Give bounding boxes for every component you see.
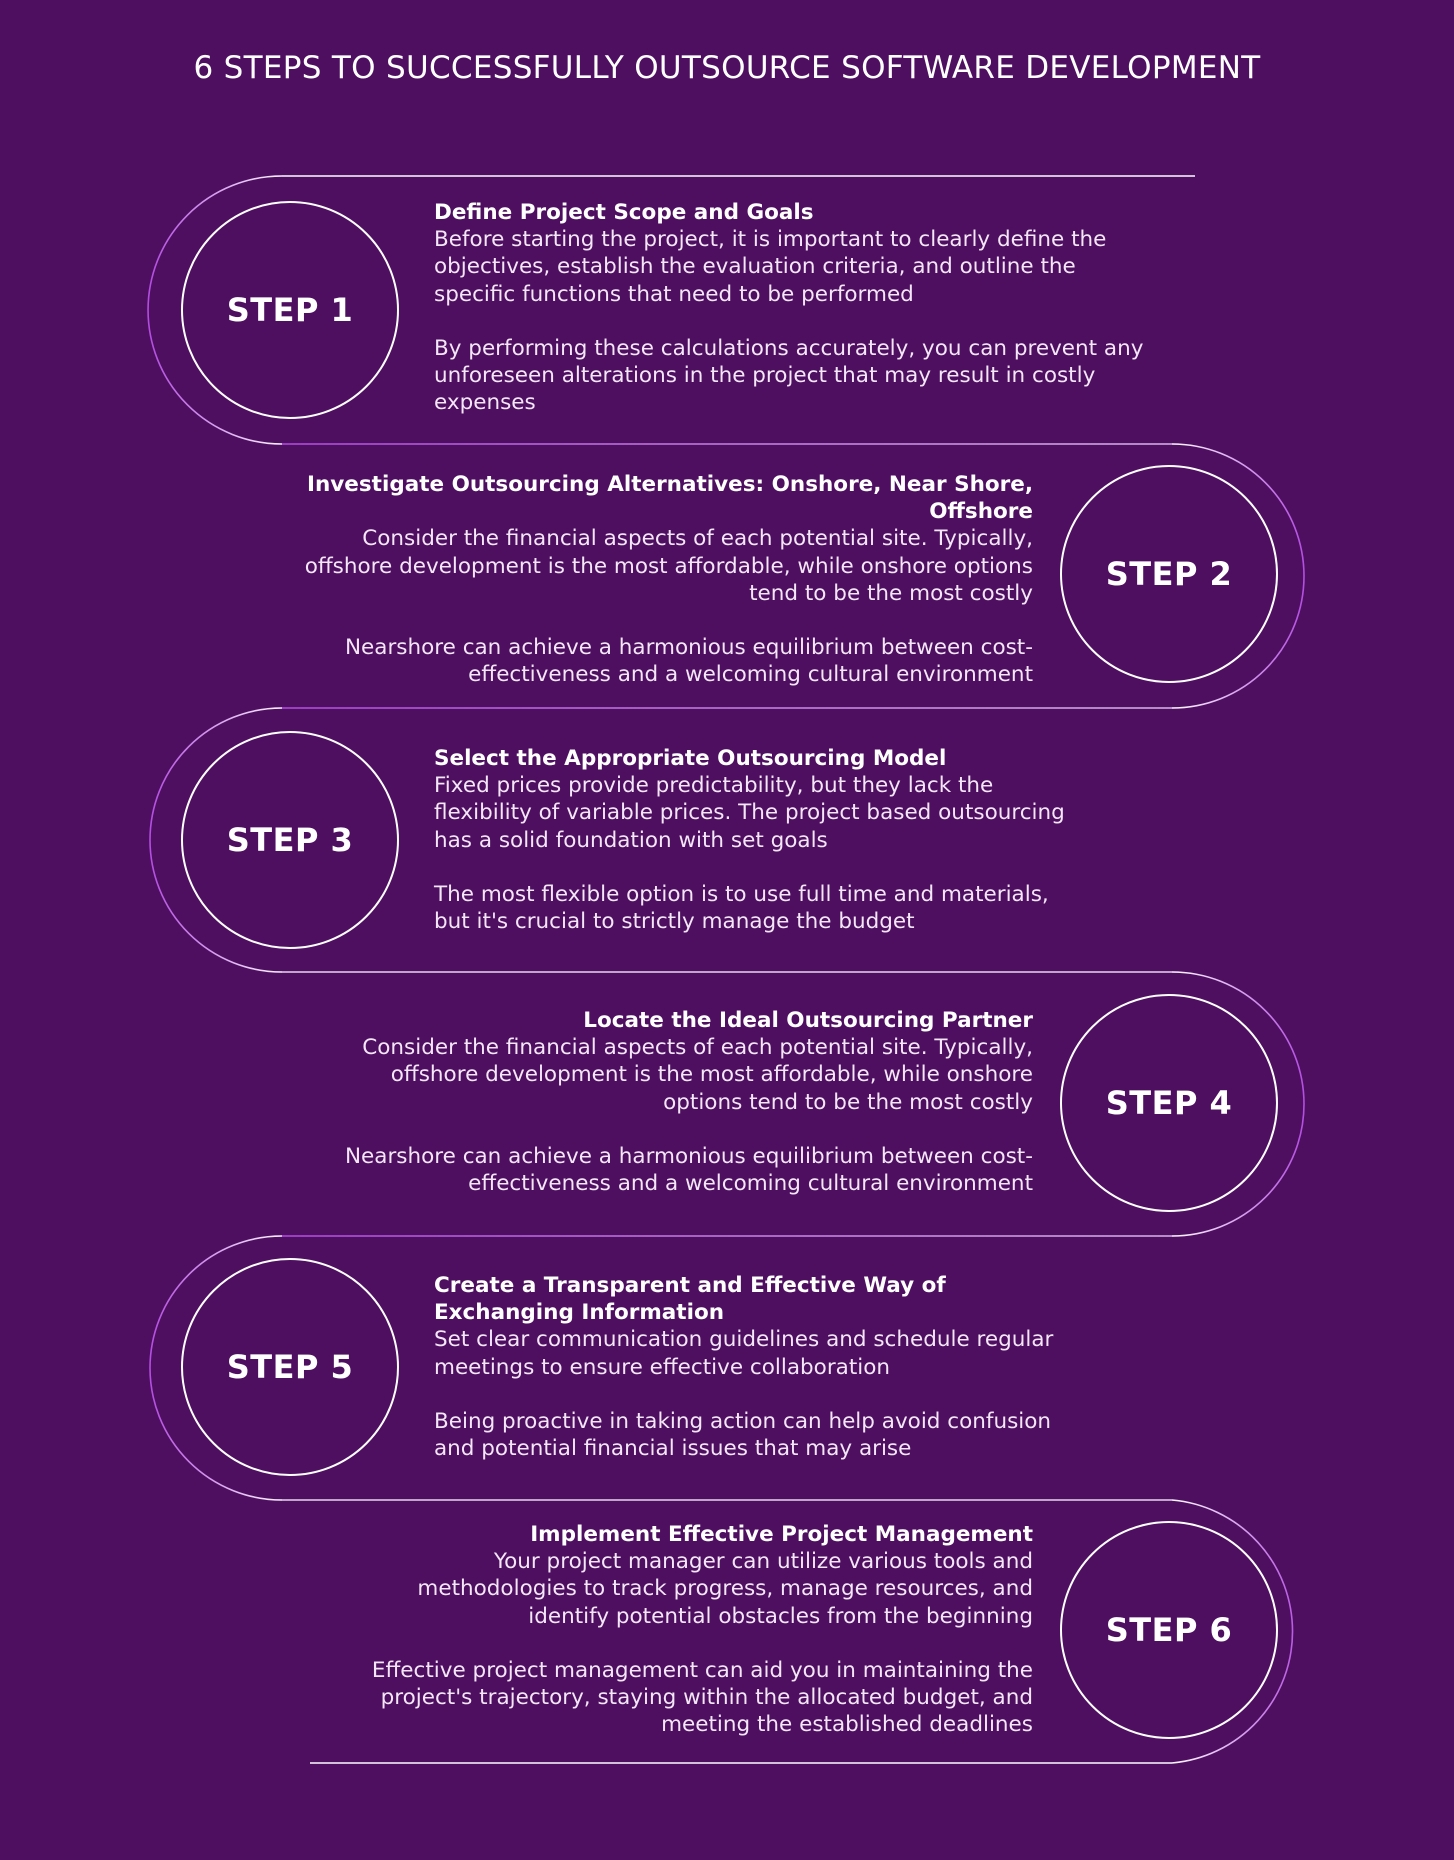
step-6-circle [1060, 1521, 1278, 1739]
step-5-content [434, 1272, 1084, 1462]
step-3-label: STEP 3 [226, 821, 354, 859]
step-4-circle [1060, 994, 1278, 1212]
step-3-paragraph-2: The most flexible option is to use full time and materials, but it's crucial to strictly manage the budget [434, 882, 1049, 935]
step-2-paragraph-2: Nearshore can achieve a harmonious equilibrium between cost-effectiveness and a welcoming cultural environment [344, 635, 1033, 688]
step-3-paragraph-1: Fixed prices provide predictability, but they lack the flexibility of variable prices. The project based outsourcing has a solid foundation with set goals [434, 773, 1065, 853]
step-5-paragraph-1: Set clear communication guidelines and schedule regular meetings to ensure effective collaboration [434, 1327, 1054, 1380]
step-6-paragraph-1: Your project manager can utilize various tools and methodologies to track progress, manage resources, and identify potential obstacles from the beginning [417, 1549, 1033, 1629]
step-6-content [340, 1521, 1033, 1739]
step-2-label: STEP 2 [1105, 555, 1233, 593]
step-4-heading: Locate the Ideal Outsourcing Partner [583, 1008, 1033, 1033]
step-3-heading: Select the Appropriate Outsourcing Model [434, 746, 947, 771]
step-5-heading: Create a Transparent and Effective Way of Exchanging Information [434, 1273, 946, 1326]
step-2-content [290, 471, 1033, 689]
step-5-label: STEP 5 [226, 1348, 354, 1386]
step-5-paragraph-2: Being proactive in taking action can help avoid confusion and potential financial issues that may arise [434, 1409, 1052, 1462]
step-4-paragraph-1: Consider the financial aspects of each potential site. Typically, offshore development is the most affordable, while onshore options tend to be the most costly [362, 1035, 1033, 1115]
step-3-content [434, 745, 1084, 935]
step-5-circle [181, 1258, 399, 1476]
step-2-circle [1060, 465, 1278, 683]
page-title: 6 STEPS TO SUCCESSFULLY OUTSOURCE SOFTWARE DEVELOPMENT [193, 50, 1261, 86]
step-6-label: STEP 6 [1105, 1611, 1233, 1649]
step-4-label: STEP 4 [1105, 1084, 1233, 1122]
step-4-content [340, 1007, 1033, 1197]
step-1-paragraph-1: Before starting the project, it is important to clearly define the objectives, establish the evaluation criteria, and outline the specific functions that need to be performed [434, 227, 1107, 307]
step-6-heading: Implement Effective Project Management [530, 1522, 1033, 1547]
step-2-paragraph-1: Consider the financial aspects of each potential site. Typically, offshore development is the most affordable, while onshore options tend to be the most costly [304, 526, 1033, 606]
step-1-circle [181, 201, 399, 419]
step-4-paragraph-2: Nearshore can achieve a harmonious equilibrium between cost-effectiveness and a welcoming cultural environment [344, 1144, 1033, 1197]
step-1-content [434, 199, 1154, 417]
step-3-circle [181, 731, 399, 949]
step-1-heading: Define Project Scope and Goals [434, 200, 814, 225]
step-1-paragraph-2: By performing these calculations accurately, you can prevent any unforeseen alterations in the project that may result in costly expenses [434, 336, 1144, 416]
step-6-paragraph-2: Effective project management can aid you in maintaining the project's trajectory, staying within the allocated budget, and meeting the established deadlines [371, 1658, 1033, 1738]
step-2-heading: Investigate Outsourcing Alternatives: Onshore, Near Shore, Offshore [306, 472, 1033, 525]
step-1-label: STEP 1 [226, 291, 354, 329]
